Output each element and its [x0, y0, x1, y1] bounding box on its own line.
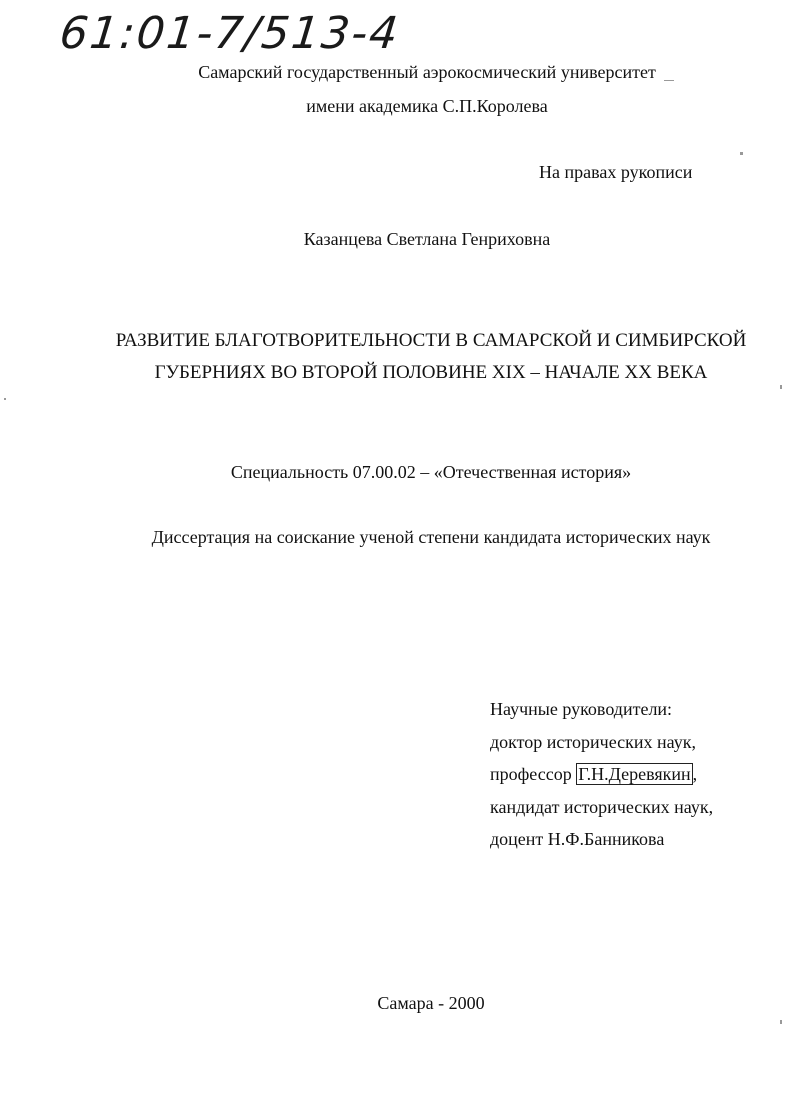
dissertation-title [0, 325, 794, 389]
city-year: Самара - 2000 [377, 993, 485, 1013]
advisors-heading: Научные руководители: [490, 699, 673, 719]
advisor1-comma: , [692, 764, 698, 784]
manuscript-rights-note: На правах рукописи [539, 162, 693, 182]
scan-artifact [780, 1020, 782, 1024]
scan-artifact [4, 398, 6, 400]
advisor1-title: профессор [490, 764, 577, 784]
scan-artifact [780, 385, 782, 389]
title-line-1: РАЗВИТИЕ БЛАГОТВОРИТЕЛЬНОСТИ В САМАРСКОЙ И СИМБИРСКОЙ [115, 330, 747, 351]
title-line-2: ГУБЕРНИЯХ ВО ВТОРОЙ ПОЛОВИНЕ XIX – НАЧАЛЕ XX ВЕКА [154, 362, 708, 383]
scan-artifact [664, 80, 674, 81]
archive-number-handwritten: 61:01-7/513-4 [57, 8, 403, 59]
dissertation-degree: Диссертация на соискание ученой степени кандидата исторических наук [151, 527, 711, 547]
advisor1-degree: доктор исторических наук, [490, 731, 696, 752]
author-name: Казанцева Светлана Генриховна [303, 229, 551, 249]
university-name-dedication: имени академика С.П.Королева [306, 96, 548, 116]
advisor1-name-boxed: Г.Н.Деревякин [578, 764, 691, 784]
university-name: Самарский государственный аэрокосмический университет [198, 62, 656, 82]
advisor2-name: доцент Н.Ф.Банникова [490, 829, 665, 849]
advisor1-line [490, 758, 713, 791]
specialty: Специальность 07.00.02 – «Отечественная история» [230, 462, 632, 482]
scientific-advisors [490, 693, 713, 856]
advisor2-degree: кандидат исторических наук, [490, 796, 714, 817]
scan-artifact [740, 152, 743, 155]
